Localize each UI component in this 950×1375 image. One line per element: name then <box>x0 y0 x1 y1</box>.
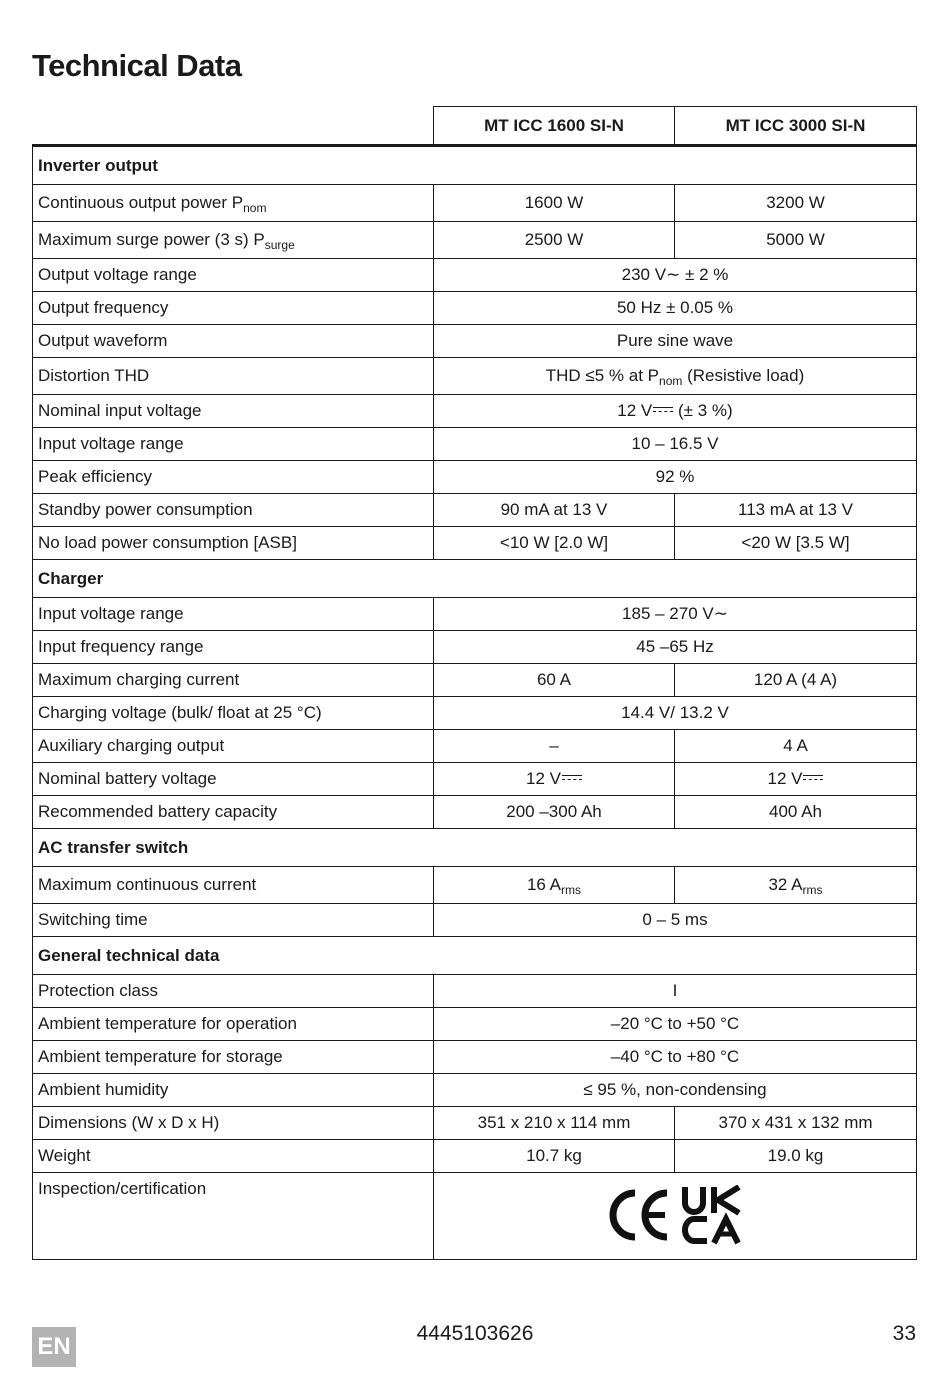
row-value <box>434 796 675 829</box>
row-value-merged <box>434 358 917 395</box>
row-value <box>434 763 675 796</box>
row-label <box>33 796 434 829</box>
row-value-text: –40 °C to +80 °C <box>610 1047 740 1066</box>
row-label-text: Charging voltage (bulk/ float at 25 °C) <box>38 703 322 722</box>
certification-marks <box>607 1185 743 1245</box>
row-value-text: <20 W [3.5 W] <box>741 533 850 552</box>
row-label <box>33 763 434 796</box>
row-value-text: 370 x 431 x 132 mm <box>718 1113 873 1132</box>
table-row <box>33 222 917 259</box>
table-row <box>33 292 917 325</box>
row-label-text: Output voltage range <box>38 265 197 284</box>
row-value-merged <box>434 395 917 428</box>
row-label <box>33 904 434 937</box>
row-value <box>675 730 917 763</box>
row-label <box>33 358 434 395</box>
row-value <box>675 664 917 697</box>
row-label-text: Peak efficiency <box>38 467 153 486</box>
row-value-merged <box>434 904 917 937</box>
certification-cell <box>434 1173 917 1260</box>
row-value-text: 10 – 16.5 V <box>631 434 719 453</box>
row-label-text: Continuous output power P <box>38 193 244 212</box>
row-label <box>33 631 434 664</box>
row-value <box>434 664 675 697</box>
row-label-text: Distortion THD <box>38 366 150 385</box>
page-number: 33 <box>892 1322 916 1345</box>
column-header-mt-icc-1600: MT ICC 1600 SI-N <box>434 107 675 146</box>
row-label <box>33 1107 434 1140</box>
row-value-merged <box>434 1041 917 1074</box>
row-value-text: (± 3 %) <box>673 401 733 420</box>
table-body <box>33 146 917 1260</box>
row-value-text: 16 A <box>526 875 562 894</box>
row-value-text: 351 x 210 x 114 mm <box>477 1113 631 1132</box>
row-label <box>33 325 434 358</box>
row-value-text: –20 °C to +50 °C <box>610 1014 740 1033</box>
row-value <box>434 730 675 763</box>
row-value-text: 60 A <box>536 670 572 689</box>
table-row <box>33 527 917 560</box>
table-row <box>33 395 917 428</box>
row-value <box>675 763 917 796</box>
table-row <box>33 325 917 358</box>
row-value-text: 4 A <box>783 736 808 755</box>
row-label <box>33 1074 434 1107</box>
subscript: nom <box>243 201 267 215</box>
table-row <box>33 867 917 904</box>
row-value-text: 1600 W <box>524 193 584 212</box>
section-title: Inverter output <box>33 146 917 185</box>
row-value-merged <box>434 325 917 358</box>
table-row <box>33 1140 917 1173</box>
row-value-merged <box>434 428 917 461</box>
row-value-text: – <box>549 736 559 755</box>
table-row <box>33 1041 917 1074</box>
section-title: General technical data <box>33 937 917 975</box>
row-value-merged <box>434 697 917 730</box>
section-header-row <box>33 560 917 598</box>
row-label-text: Output waveform <box>38 331 168 350</box>
row-label-text: Nominal input voltage <box>38 401 202 420</box>
row-label <box>33 292 434 325</box>
row-label <box>33 259 434 292</box>
table-row <box>33 461 917 494</box>
row-value-text: Pure sine wave <box>616 331 734 350</box>
table-row <box>33 598 917 631</box>
table-row <box>33 1008 917 1041</box>
row-value-text: 2500 W <box>524 230 584 249</box>
header-blank-cell <box>33 107 434 146</box>
row-value <box>434 185 675 222</box>
row-label <box>33 428 434 461</box>
row-value-text: <10 W [2.0 W] <box>499 533 609 552</box>
row-value-text: THD ≤5 % at P <box>545 366 660 385</box>
row-value-text: 3200 W <box>766 193 825 212</box>
row-label-text: Nominal battery voltage <box>38 769 217 788</box>
section-title: Charger <box>33 560 917 598</box>
row-value-text: 400 Ah <box>769 802 822 821</box>
row-value-text: 12 V <box>617 401 653 420</box>
row-value <box>675 222 917 259</box>
row-value-text: ≤ 95 %, non-condensing <box>583 1080 767 1099</box>
row-value <box>675 1107 917 1140</box>
dc-voltage-symbol-icon <box>803 773 823 783</box>
row-label-text: Input voltage range <box>38 434 184 453</box>
row-label <box>33 598 434 631</box>
subscript: rms <box>802 883 823 897</box>
row-value <box>434 867 675 904</box>
language-badge: EN <box>32 1327 76 1367</box>
row-label-text: Auxiliary charging output <box>38 736 225 755</box>
row-label-text: Recommended battery capacity <box>38 802 278 821</box>
row-value-text: 92 % <box>655 467 695 486</box>
row-label-text: Standby power consumption <box>38 500 253 519</box>
subscript: surge <box>264 238 295 252</box>
row-value-merged <box>434 598 917 631</box>
section-header-row <box>33 937 917 975</box>
row-value-text: 12 V <box>526 769 561 788</box>
subscript: nom <box>659 374 683 388</box>
table-row <box>33 428 917 461</box>
row-value-text: 120 A (4 A) <box>753 670 838 689</box>
row-value <box>434 1140 675 1173</box>
row-value-text: 0 – 5 ms <box>642 910 708 929</box>
table-row <box>33 494 917 527</box>
row-label-text: Maximum charging current <box>38 670 240 689</box>
row-label-text: Ambient humidity <box>38 1080 169 1099</box>
row-value-merged <box>434 1008 917 1041</box>
table-row <box>33 1173 917 1260</box>
row-value-text: 45 –65 Hz <box>636 637 714 656</box>
row-value-text: 32 A <box>768 875 803 894</box>
row-label <box>33 527 434 560</box>
row-value-merged <box>434 292 917 325</box>
row-label-text: Maximum surge power (3 s) P <box>38 230 265 249</box>
row-label-text: Ambient temperature for operation <box>38 1014 297 1033</box>
row-label-text: Ambient temperature for storage <box>38 1047 283 1066</box>
row-label <box>33 494 434 527</box>
row-value-text: I <box>672 981 678 1000</box>
row-value-text: 10.7 kg <box>526 1146 582 1165</box>
row-value-text: 50 Hz ± 0.05 % <box>616 298 734 317</box>
row-label <box>33 975 434 1008</box>
row-value <box>434 527 675 560</box>
row-value-text: (Resistive load) <box>682 366 805 385</box>
row-value <box>675 185 917 222</box>
table-row <box>33 1074 917 1107</box>
row-value-text: 185 – 270 V∼ <box>622 604 728 623</box>
dc-voltage-symbol-icon <box>562 773 582 783</box>
row-value-merged <box>434 975 917 1008</box>
row-value-text: 90 mA at 13 V <box>500 500 608 519</box>
row-value-text: 14.4 V/ 13.2 V <box>621 703 729 722</box>
row-value <box>675 1140 917 1173</box>
row-value-text: 19.0 kg <box>767 1146 824 1165</box>
column-header-mt-icc-3000: MT ICC 3000 SI-N <box>675 107 917 146</box>
row-label <box>33 222 434 259</box>
row-label <box>33 697 434 730</box>
table-row <box>33 763 917 796</box>
page-title: Technical Data <box>32 48 242 83</box>
row-value <box>675 867 917 904</box>
row-value-merged <box>434 1074 917 1107</box>
row-value-text: 200 –300 Ah <box>506 802 602 821</box>
ce-mark-icon <box>607 1187 671 1243</box>
table-row <box>33 730 917 763</box>
row-label <box>33 1140 434 1173</box>
row-label <box>33 1041 434 1074</box>
table-row <box>33 904 917 937</box>
table-row <box>33 259 917 292</box>
document-number: 4445103626 <box>416 1322 534 1345</box>
section-header-row <box>33 829 917 867</box>
row-label <box>33 730 434 763</box>
table-row <box>33 664 917 697</box>
row-value-text: 113 mA at 13 V <box>738 500 853 519</box>
row-label-text: Maximum continuous current <box>38 875 257 894</box>
table-row <box>33 975 917 1008</box>
row-label-text: Input voltage range <box>38 604 184 623</box>
row-value-text: 12 V <box>767 769 803 788</box>
row-label <box>33 185 434 222</box>
row-value-text: 230 V∼ ± 2 % <box>621 265 729 284</box>
table-row <box>33 697 917 730</box>
row-value-merged <box>434 259 917 292</box>
row-label <box>33 395 434 428</box>
row-label <box>33 867 434 904</box>
row-value-text: 5000 W <box>766 230 825 249</box>
section-header-row <box>33 146 917 185</box>
row-value <box>434 222 675 259</box>
table-header-row <box>33 107 917 146</box>
table-row <box>33 1107 917 1140</box>
table-row <box>33 631 917 664</box>
row-label <box>33 1008 434 1041</box>
row-label <box>33 1173 434 1260</box>
row-label-text: Output frequency <box>38 298 169 317</box>
row-value <box>434 494 675 527</box>
row-label <box>33 664 434 697</box>
row-label-text: Dimensions (W x D x H) <box>38 1113 220 1132</box>
ukca-mark-icon <box>681 1185 743 1245</box>
dc-voltage-symbol-icon <box>653 405 673 415</box>
table-row <box>33 185 917 222</box>
row-value <box>434 1107 675 1140</box>
row-label-text: Protection class <box>38 981 158 1000</box>
table-row <box>33 358 917 395</box>
section-title: AC transfer switch <box>33 829 917 867</box>
row-label-text: Input frequency range <box>38 637 204 656</box>
row-value <box>675 494 917 527</box>
subscript: rms <box>561 883 582 897</box>
technical-data-table <box>32 106 917 1260</box>
row-label-text: Weight <box>38 1146 91 1165</box>
row-label-text: Switching time <box>38 910 148 929</box>
row-value <box>675 796 917 829</box>
row-value-merged <box>434 631 917 664</box>
table-row <box>33 796 917 829</box>
row-label-text: Inspection/certification <box>38 1179 207 1198</box>
row-value-merged <box>434 461 917 494</box>
row-label-text: No load power consumption [ASB] <box>38 533 297 552</box>
row-label <box>33 461 434 494</box>
row-value <box>675 527 917 560</box>
